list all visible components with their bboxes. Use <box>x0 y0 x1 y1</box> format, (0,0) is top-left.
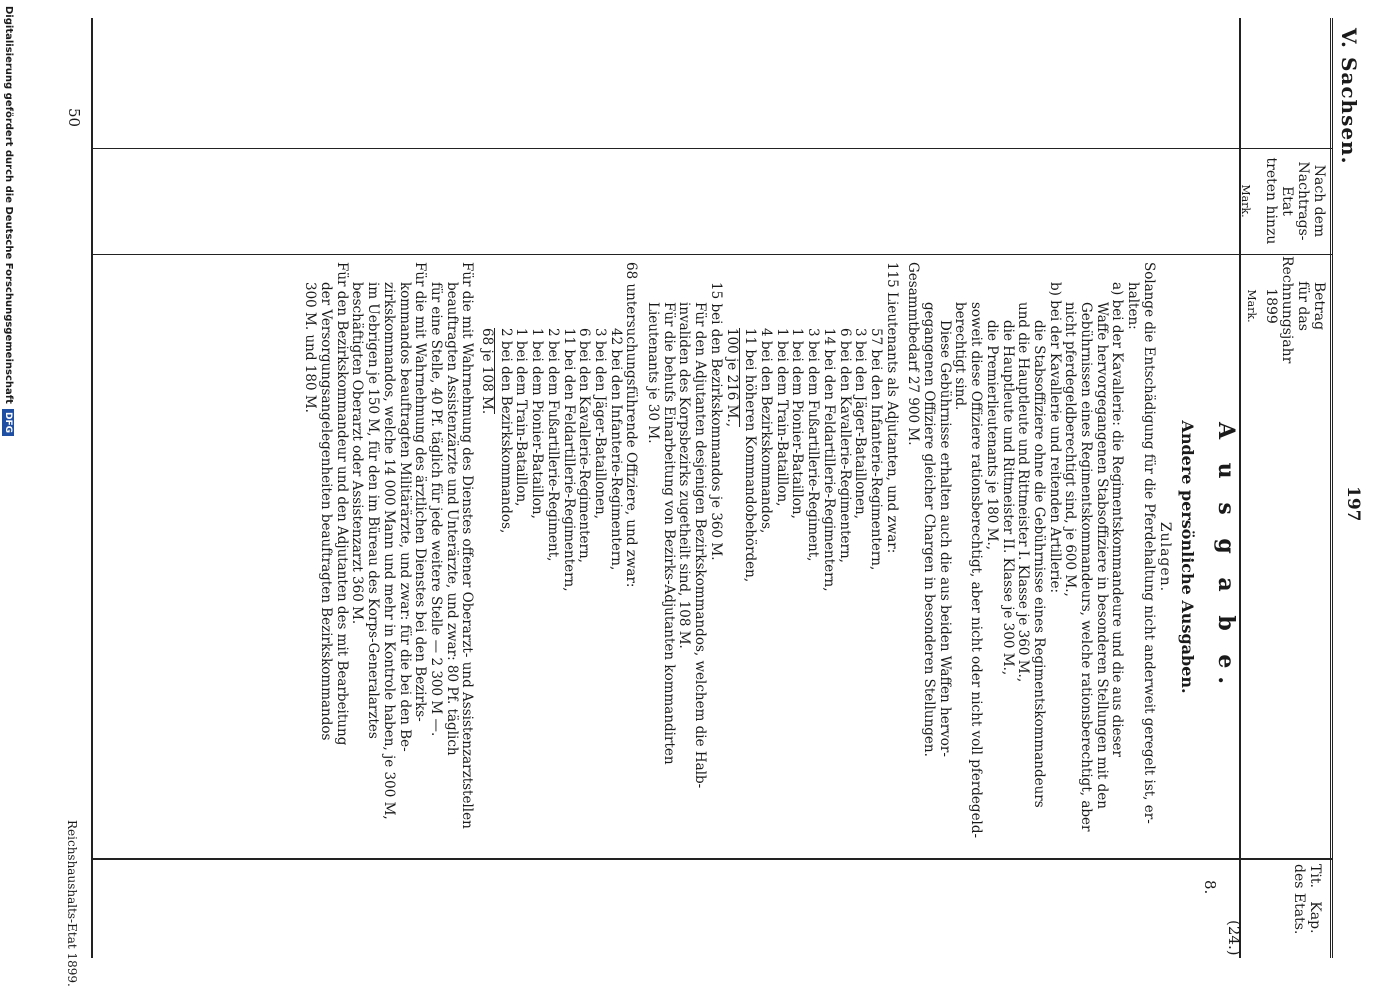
footer-rule <box>91 18 93 958</box>
top-rule <box>1330 18 1333 958</box>
list-item: 1 bei dem Pionier-Bataillon, <box>789 328 806 519</box>
list-item: 1 bei dem Train-Bataillon, <box>773 328 790 507</box>
list-item: 14 bei den Feldartillerie-Regimentern, <box>820 328 837 592</box>
col-header-betrag-line-3: Rechnungsjahr <box>1279 256 1295 364</box>
zulagen-heading: Zulagen. <box>1156 521 1173 593</box>
col-header-betrag-line-2: für das <box>1295 281 1311 331</box>
footer-etat-label: Reichshaushalts-Etat 1899. <box>65 820 79 987</box>
text-line: für eine Stelle, 40 Pf. täglich für jede weitere Stelle — 2 300 M —. <box>427 282 444 737</box>
text-line: und die Hauptleute und Rittmeister I. Klasse je 360 M., <box>1015 302 1032 683</box>
text-line: im Uebrigen je 150 M, für den im Büreau des Korps-Generalarztes <box>365 282 382 739</box>
text-line: zirkskommandos, welche 14 000 Mann und mehr in Kontrole haben, je 300 M, <box>380 282 397 820</box>
list-item: 2 bei dem Fußartillerie-Regiment, <box>544 328 561 562</box>
kap-number: (24.) <box>1225 920 1243 956</box>
col-header-nachtrag-line-1: Nach dem <box>1311 164 1327 238</box>
col-header-etats-label: des Etats. <box>1291 864 1307 935</box>
text-line: der Versorgungsangelegenheiten beauftragten Bezirkskommandos <box>318 282 335 741</box>
col-header-kap: Kap. <box>1307 901 1323 934</box>
text-line: Lieutenants je 30 M. <box>645 302 662 444</box>
text-line: 15 bei den Bezirkskommandos je 360 M. <box>707 282 724 561</box>
text-line: beschäftigten Oberarzt oder Assistenzarzt 360 M. <box>349 282 366 625</box>
col-divider-text <box>93 858 1333 860</box>
ausgabe-title: A u s g a b e. <box>1213 421 1239 693</box>
col-divider-betrag <box>93 254 1333 255</box>
text-line: die Hauptleute und Rittmeister II. Klasse je 300 M., <box>999 320 1016 676</box>
text-line: kommandos beauftragten Militärärzte, und zwar: für die bei den Be- <box>396 282 413 752</box>
text-line: Für die mit Wahrnehmung des ärztlichen Dienstes bei den Bezirks- <box>412 262 429 722</box>
text-line: 300 M. und 180 M. <box>302 282 319 413</box>
col-header-betrag <box>1243 256 1327 364</box>
col-header-tit: Tit. <box>1307 864 1323 888</box>
col-header-etats <box>1291 864 1323 964</box>
col-header-betrag-line-4: 1899 <box>1263 288 1279 324</box>
col-header-nachtrag <box>1237 150 1327 252</box>
text-line: invaliden des Korpsbezirks zugetheilt sind, 108 M. <box>676 302 693 649</box>
text-line: Für den Adjutanten desjenigen Bezirkskommandos, welchem die Halb- <box>692 302 709 789</box>
dfg-credit-text: Digitalisierung gefördert durch die Deutsche Forschungsgemeinschaft <box>3 6 14 404</box>
list-item: 6 bei den Kavallerie-Regimentern, <box>576 328 593 563</box>
offiziere-total: 68 je 108 M. <box>479 328 496 415</box>
list-item: 11 bei den Feldartillerie-Regimentern, <box>560 328 577 592</box>
page-number: 197 <box>1343 486 1363 522</box>
lieutenants-total: 100 je 216 M., <box>723 328 740 427</box>
text-line: Für die mit Wahrnehmung des Dienstes offener Oberarzt- und Assistenzarztstellen <box>459 262 476 829</box>
text-line: Für den Bezirkskommandeur und den Adjutanten des mit Bearbeitung <box>333 262 350 746</box>
list-item: 57 bei den Infanterie-Regimentern, <box>867 328 884 571</box>
text-line: Solange die Entschädigung für die Pferdehaltung nicht anderweit geregelt ist, er- <box>1140 262 1157 824</box>
list-item: 42 bei den Infanterie-Regimentern, <box>607 328 624 571</box>
text-line: die Stabsoffiziere ohne die Gebührnisse eines Regimentskommandeurs <box>1030 320 1047 808</box>
text-line: gegangenen Offiziere gleicher Chargen in besonderen Stellungen. <box>921 302 938 757</box>
state-heading: V. Sachsen. <box>1337 28 1361 165</box>
list-item: 11 bei höheren Kommandobehörden, <box>742 328 759 583</box>
col-header-betrag-line-1: Betrag <box>1311 281 1327 331</box>
col-divider-nachtrag <box>93 148 1333 149</box>
text-line: halten: <box>1125 282 1142 330</box>
text-line: Waffe hervorgegangenen Stabsoffiziere in besonderen Stellungen mit den <box>1093 302 1110 809</box>
text-line: Diese Gebührnisse erhalten auch die aus beiden Waffen hervor- <box>936 320 953 757</box>
section-heading: Andere persönliche Ausgaben. <box>1178 420 1198 694</box>
list-item: 6 bei den Kavallerie-Regimentern, <box>836 328 853 563</box>
list-item: 1 bei dem Train-Bataillon, <box>513 328 530 507</box>
offiziere-heading: 68 untersuchungsführende Offiziere, und zwar: <box>623 262 640 588</box>
col-header-nachtrag-line-3: treten hinzu <box>1263 157 1279 245</box>
text-line: soweit diese Offiziere rationsberechtigt, aber nicht oder nicht voll pferdegeld- <box>968 302 985 839</box>
lieutenants-heading: 115 Lieutenants als Adjutanten, und zwar: <box>883 262 900 554</box>
footer-page-number: 50 <box>65 108 83 128</box>
text-line: die Premierlieutenants je 180 M., <box>983 320 1000 551</box>
main-text-column <box>302 262 1239 852</box>
col-header-nachtrag-unit: Mark. <box>1239 184 1252 218</box>
text-line: beauftragten Assistenzärzte und Unterärzte, und zwar: 80 Pf. täglich <box>443 282 460 756</box>
text-line: Für die behufs Einarbeitung von Bezirks-Adjutanten kommandirten <box>660 302 677 765</box>
text-line: a) bei der Kavallerie: die Regimentskommandeure und die aus dieser <box>1109 282 1126 758</box>
col-header-nachtrag-line-2: Nachtrags-Etat <box>1279 161 1311 241</box>
dfg-credit <box>2 6 21 996</box>
list-item: 3 bei den Jäger-Bataillonen, <box>852 328 869 520</box>
list-item: 1 bei dem Pionier-Bataillon, <box>529 328 546 519</box>
text-line: b) bei der Kavallerie und reitenden Artillerie: <box>1046 282 1063 593</box>
col-header-betrag-unit: Mark. <box>1245 289 1258 323</box>
tit-number: 8. <box>1201 880 1219 895</box>
list-item: 3 bei dem Fußartillerie-Regiment, <box>805 328 822 562</box>
list-item: 3 bei den Jäger-Bataillonen, <box>591 328 608 520</box>
dfg-logo: DFG <box>2 409 14 436</box>
text-line: berechtigt sind. <box>952 302 969 411</box>
text-line: Gebührnissen eines Regimentskommandeurs, welche rationsberechtigt, aber <box>1078 302 1095 832</box>
text-line: nicht pferdegeldberechtigt sind, je 600 M., <box>1062 302 1079 597</box>
list-item: 4 bei den Bezirkskommandos, <box>758 328 775 534</box>
text-line: Gesammtbedarf 27 900 M. <box>905 262 922 446</box>
list-item: 2 bei den Bezirkskommandos, <box>497 328 514 534</box>
